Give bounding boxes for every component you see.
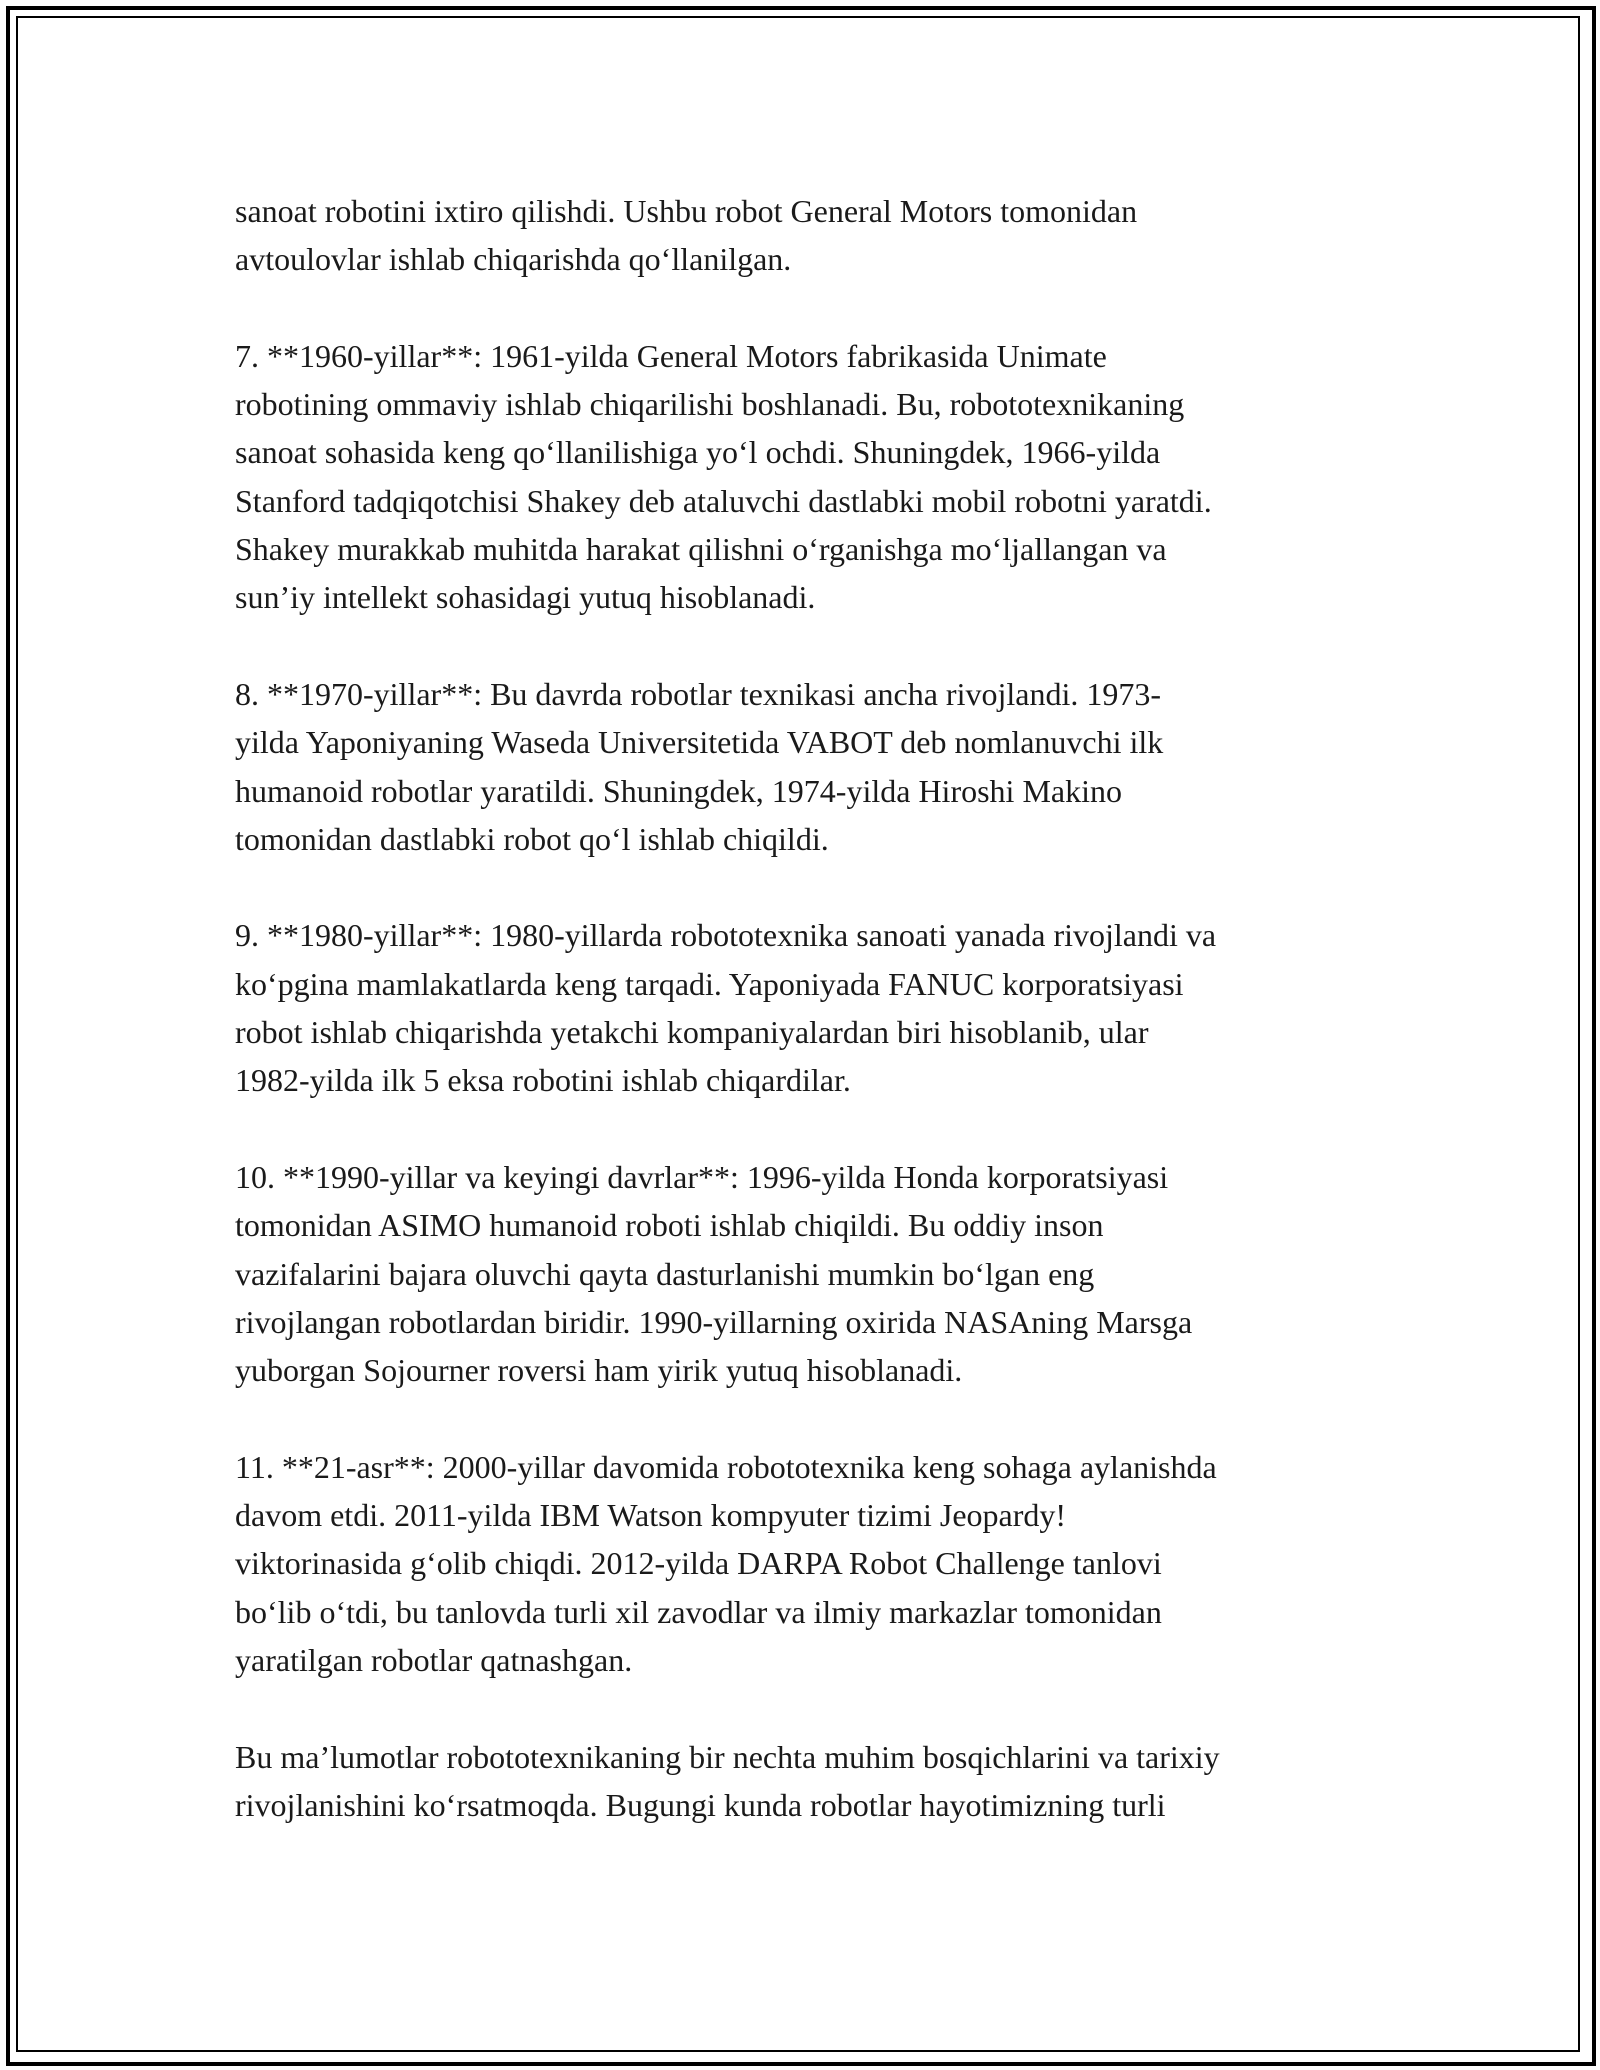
- text-line: robotining ommaviy ishlab chiqarilishi boshlanadi. Bu, robototexnikaning: [235, 386, 1185, 423]
- text-line: sanoat sohasida keng qo‘llanilishiga yo‘l ochdi. Shuningdek, 1966-yilda: [235, 434, 1161, 471]
- text-line: avtoulovlar ishlab chiqarishda qo‘llanilgan.: [235, 241, 792, 278]
- document-body: [235, 187, 1385, 1829]
- paragraph-item-7: [235, 332, 1385, 622]
- paragraph-item-10: [235, 1153, 1385, 1394]
- text-line: sanoat robotini ixtiro qilishdi. Ushbu robot General Motors tomonidan: [235, 193, 1138, 229]
- text-line: ko‘pgina mamlakatlarda keng tarqadi. Yaponiyada FANUC korporatsiyasi: [235, 965, 1184, 1002]
- text-line: Shakey murakkab muhitda harakat qilishni o‘rganishga mo‘ljallangan va: [235, 531, 1167, 568]
- text-line: 10. **1990-yillar va keyingi davrlar**: 1996-yilda Honda korporatsiyasi: [235, 1158, 1169, 1195]
- text-line: 8. **1970-yillar**: Bu davrda robotlar texnikasi ancha rivojlandi. 1973-: [235, 675, 1161, 712]
- text-line: rivojlanishini ko‘rsatmoqda. Bugungi kunda robotlar hayotimizning turli: [235, 1786, 1166, 1823]
- paragraph-item-11: [235, 1443, 1385, 1684]
- text-line: yuborgan Sojourner roversi ham yirik yutuq hisoblanadi.: [235, 1352, 963, 1389]
- text-line: rivojlangan robotlardan biridir. 1990-yillarning oxirida NASAning Marsga: [235, 1303, 1193, 1340]
- text-line: bo‘lib o‘tdi, bu tanlovda turli xil zavodlar va ilmiy markazlar tomonidan: [235, 1593, 1162, 1630]
- paragraph-item-9: [235, 911, 1385, 1104]
- text-line: Stanford tadqiqotchisi Shakey deb ataluvchi dastlabki mobil robotni yaratdi.: [235, 482, 1212, 519]
- text-line: yilda Yaponiyaning Waseda Universitetida VABOT deb nomlanuvchi ilk: [235, 724, 1164, 761]
- text-line: 7. **1960-yillar**: 1961-yilda General Motors fabrikasida Unimate: [235, 337, 1107, 374]
- text-line: tomonidan dastlabki robot qo‘l ishlab chiqildi.: [235, 820, 829, 857]
- text-line: viktorinasida g‘olib chiqdi. 2012-yilda DARPA Robot Challenge tanlovi: [235, 1545, 1162, 1582]
- text-line: 1982-yilda ilk 5 eksa robotini ishlab chiqardilar.: [235, 1062, 851, 1099]
- paragraph-item-8: [235, 670, 1385, 863]
- paragraph-summary: [235, 1733, 1385, 1830]
- text-line: sun’iy intellekt sohasidagi yutuq hisoblanadi.: [235, 579, 816, 616]
- text-line: tomonidan ASIMO humanoid roboti ishlab chiqildi. Bu oddiy inson: [235, 1207, 1104, 1244]
- text-line: vazifalarini bajara oluvchi qayta dasturlanishi mumkin bo‘lgan eng: [235, 1255, 1095, 1292]
- text-line: davom etdi. 2011-yilda IBM Watson kompyuter tizimi Jeopardy!: [235, 1497, 1067, 1534]
- text-line: 9. **1980-yillar**: 1980-yillarda robototexnika sanoati yanada rivojlandi va: [235, 917, 1217, 954]
- text-line: robot ishlab chiqarishda yetakchi kompaniyalardan biri hisoblanib, ular: [235, 1014, 1149, 1051]
- text-line: Bu ma’lumotlar robototexnikaning bir nechta muhim bosqichlarini va tarixiy: [235, 1738, 1220, 1775]
- text-line: yaratilgan robotlar qatnashgan.: [235, 1641, 633, 1678]
- text-line: humanoid robotlar yaratildi. Shuningdek, 1974-yilda Hiroshi Makino: [235, 772, 1122, 809]
- paragraph-continuation: [235, 187, 1385, 284]
- text-line: 11. **21-asr**: 2000-yillar davomida robototexnika keng sohaga aylanishda: [235, 1448, 1217, 1485]
